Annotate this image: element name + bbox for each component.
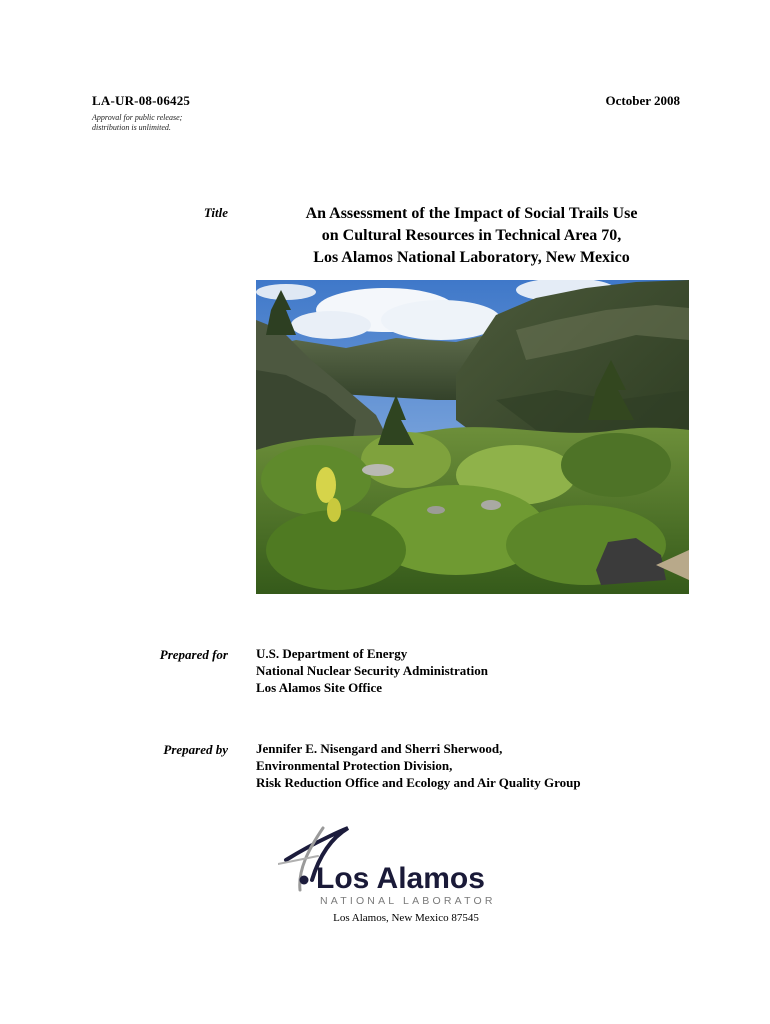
logo-subtitle: NATIONAL LABORATORY (320, 895, 494, 907)
prepared-by-line: Risk Reduction Office and Ecology and Air Quality Group (256, 775, 581, 790)
logo-name: Los Alamos (316, 862, 485, 895)
cover-photo (256, 280, 689, 594)
prepared-for-block (256, 645, 488, 696)
document-title (255, 203, 688, 269)
release-note (92, 113, 182, 133)
title-line: Los Alamos National Laboratory, New Mexico (313, 249, 630, 266)
los-alamos-logo (278, 820, 494, 910)
report-date: October 2008 (605, 93, 680, 108)
atom-orbit-icon (278, 820, 494, 910)
report-number: LA-UR-08-06425 (92, 93, 191, 108)
canyon-landscape-image (256, 280, 689, 594)
title-label: Title (203, 205, 228, 220)
release-note-line: distribution is unlimited. (92, 123, 171, 132)
release-note-line: Approval for public release; (92, 113, 183, 122)
title-line: An Assessment of the Impact of Social Trails Use (305, 205, 638, 222)
prepared-for-line: Los Alamos Site Office (256, 680, 383, 695)
prepared-for-line: National Nuclear Security Administration (256, 663, 488, 678)
prepared-by-line: Environmental Protection Division, (256, 758, 453, 773)
prepared-for-line: U.S. Department of Energy (256, 646, 408, 661)
title-line: on Cultural Resources in Technical Area 70, (321, 227, 622, 244)
address: Los Alamos, New Mexico 87545 (333, 912, 479, 924)
prepared-for-label: Prepared for (159, 647, 228, 662)
prepared-by-block (256, 740, 581, 791)
prepared-by-label: Prepared by (163, 742, 228, 757)
prepared-by-line: Jennifer E. Nisengard and Sherri Sherwood, (256, 741, 503, 756)
